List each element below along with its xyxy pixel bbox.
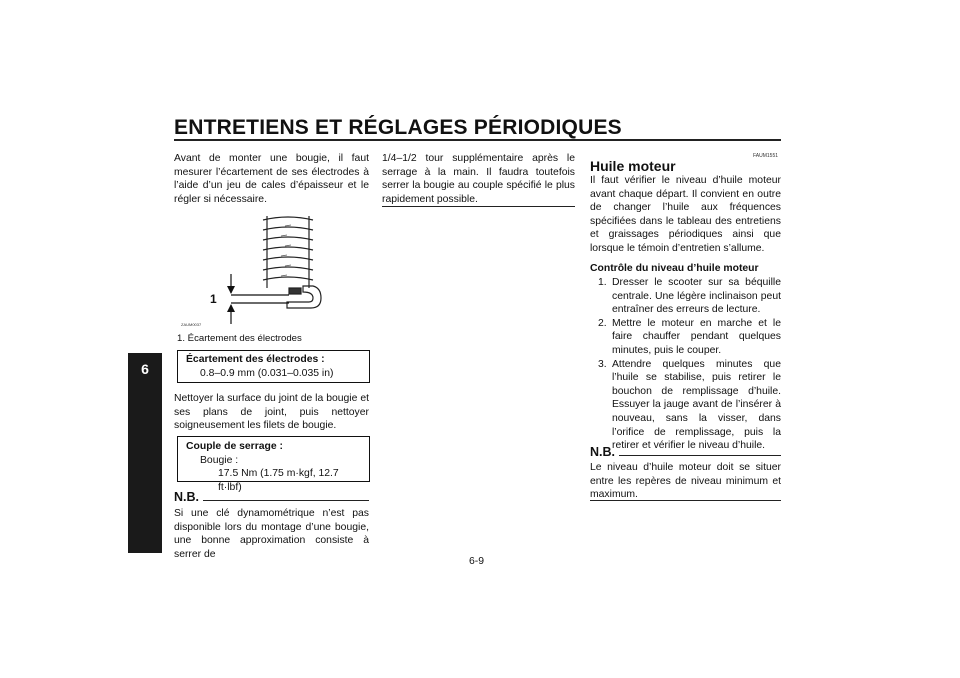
spark-plug-intro: Avant de monter une bougie, il faut mesurer l’écartement de ses électrodes à l’aide d’un jeu de cales d’épaisseur et le régler si nécessaire.: [174, 153, 369, 205]
page-title: ENTRETIENS ET RÉGLAGES PÉRIODIQUES: [174, 116, 622, 139]
step-number: 3.: [598, 358, 607, 370]
cleaning-instructions: Nettoyer la surface du joint de la bougie et ses plans de joint, puis nettoyer soigneusement les filets de bougie.: [174, 393, 369, 432]
torque-spec-value: 17.5 Nm (1.75 m·kgf, 12.7 ft·lbf): [218, 468, 339, 493]
step-text: Attendre quelques minutes que l’huile se stabilise, puis retirer le bouchon de remplissage d’huile. Essuyer la jauge avant de l’insérer à nouveau, sans la visser, dans l’orifice de remplissage, puis la retirer et vérifier le niveau d’huile.: [612, 358, 781, 452]
torque-spec-box: [177, 436, 370, 493]
oil-check-step-2: [590, 317, 781, 358]
engine-oil-intro: Il faut vérifier le niveau d’huile moteur avant chaque départ. Il convient en outre de changer l’huile aux fréquences spécifiées dans le tableau des entretiens et graissages périodiques ainsi que lorsque le témoin d’entretien s’allume.: [590, 175, 781, 254]
torque-spec-title: Couple de serrage :: [186, 441, 284, 452]
step-number: 2.: [598, 317, 607, 329]
electrode-gap-spec-box: [177, 350, 370, 383]
oil-level-check-subheading: Contrôle du niveau d’huile moteur: [590, 263, 759, 274]
note-text-1: Si une clé dynamométrique n’est pas disponible lors du montage d’une bougie, une bonne approximation consiste à serrer de: [174, 508, 369, 560]
figure-callout-1: 1: [210, 292, 217, 306]
page-number: 6-9: [469, 556, 485, 567]
note-text-2: Le niveau d’huile moteur doit se situer entre les repères de niveau minimum et maximum.: [590, 462, 781, 501]
note-rule-2: [619, 455, 781, 456]
note-heading-2: [590, 445, 781, 459]
torque-spec-item: Bougie :: [200, 454, 239, 466]
chapter-tab: 6: [128, 353, 162, 553]
note-label-1: N.B.: [174, 490, 199, 504]
torque-continued-text: 1/4–1/2 tour supplémentaire après le serrage à la main. Il faudra toutefois serrer la bougie au couple spécifié le plus rapidement possible.: [382, 153, 575, 205]
note-end-rule-1: [382, 206, 575, 207]
step-text: Mettre le moteur en marche et le faire chauffer pendant quelques minutes, puis le couper.: [612, 317, 781, 356]
oil-check-step-3: [590, 358, 781, 453]
spark-plug-figure: [205, 212, 330, 330]
note-end-rule-2: [590, 500, 781, 501]
oil-check-steps: [590, 276, 781, 453]
electrode-gap-spec-title: Écartement des électrodes :: [186, 354, 325, 365]
figure-caption: 1. Écartement des électrodes: [177, 333, 302, 344]
oil-check-step-1: [590, 276, 781, 317]
electrode-gap-spec-value: 0.8–0.9 mm (0.031–0.035 in): [200, 367, 334, 379]
note-label-2: N.B.: [590, 445, 615, 459]
title-rule: [174, 139, 781, 141]
note-heading-1: [174, 490, 369, 504]
note-rule-1: [203, 500, 369, 501]
section-code: FAUM1551: [753, 153, 779, 159]
section-heading-engine-oil: Huile moteur: [590, 158, 676, 174]
step-text: Dresser le scooter sur sa béquille centrale. Une légère inclinaison peut entraîner des erreurs de lecture.: [612, 277, 781, 316]
figure-image-code: ZAUM0037: [181, 322, 202, 327]
spark-plug-electrode-illustration: [205, 212, 330, 330]
step-number: 1.: [598, 277, 607, 288]
